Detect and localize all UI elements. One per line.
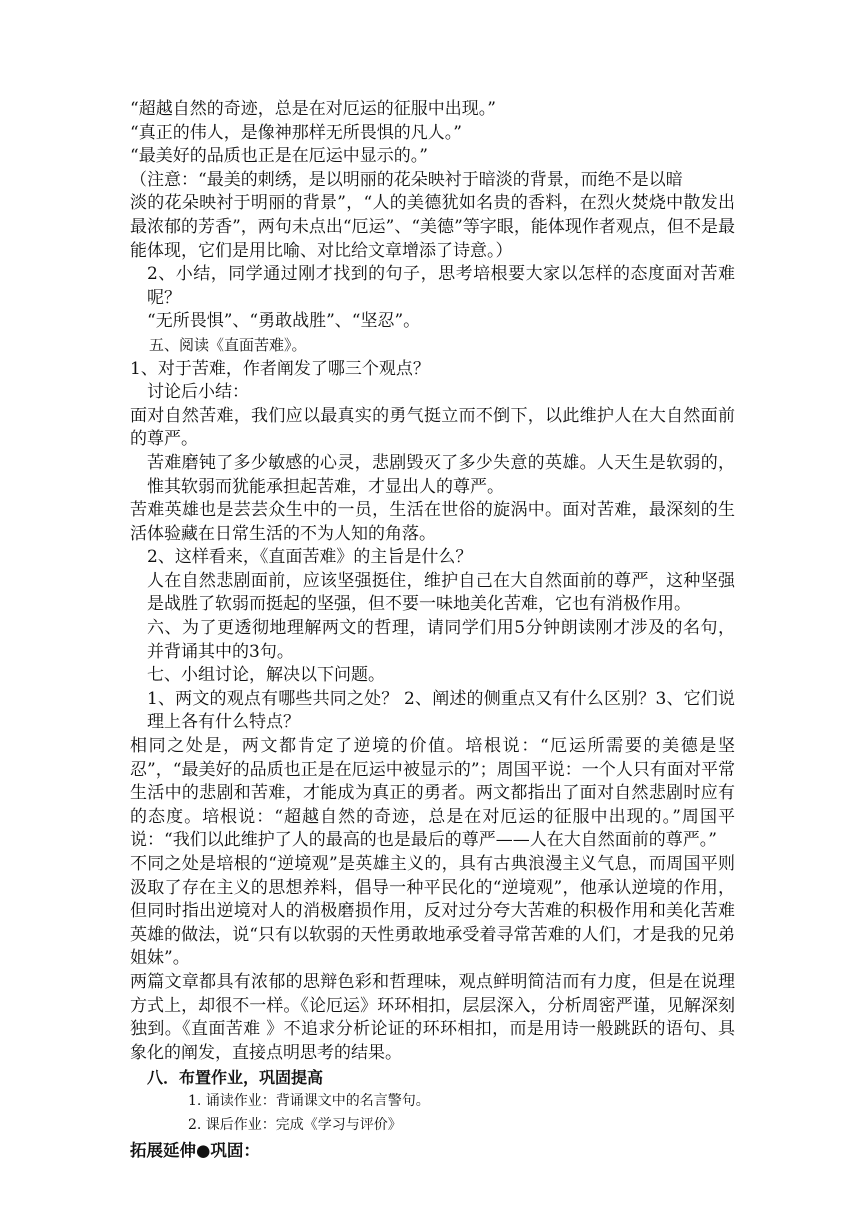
quote-line-1: “超越自然的奇迹，总是在对厄运的征服中出现。” <box>130 99 496 119</box>
section-five-heading: 五、阅读《直面苦难》。 <box>149 335 307 354</box>
note-line-start: （注意：“最美的刺绣，是以明丽的花朵映衬于暗淡的背景，而绝不是以暗 <box>130 169 683 190</box>
question-2: 2、这样看来，《直面苦难》的主旨是什么？ <box>147 547 473 568</box>
similarities-paragraph: 相同之处是，两文都肯定了逆境的价值。培根说：“厄运所需要的美德是坚忍”，“最美好的品质也正是在厄运中被显示的”；周国平说：一个人只有面对平常生活中的悲剧和苦难，才能成为真正的勇者。两文都指出了面对自然悲剧时应有的态度。培根说：“超越自然的奇迹，总是在对厄运的征服中出现的。”周国平说：“我们以此维护了人的最高的也是最后的尊严——人在大自然面前的尊严。” <box>130 736 735 851</box>
theme-answer: 人在自然悲剧面前，应该坚强挺住，维护自己在大自然面前的尊严，这种坚强是战胜了软弱而挺起的坚强，但不要一味地美化苦难，它也有消极作用。 <box>147 570 735 615</box>
extension-heading: 拓展延伸●巩固： <box>130 1141 260 1161</box>
homework-heading: 八．布置作业，巩固提高 <box>147 1068 324 1088</box>
homework-item-1: 1. 诵读作业：背诵课文中的名言警句。 <box>188 1092 430 1109</box>
differences-paragraph: 不同之处是培根的“逆境观”是英雄主义的，具有古典浪漫主义气息，而周国平则汲取了存在主义的思想养料，倡导一种平民化的“逆境观”，他承认逆境的作用，但同时指出逆境对人的消极磨损作用，反对过分夸大苦难的积极作用和美化苦难英雄的做法，说“只有以软弱的天性勇敢地承受着寻常苦难的人们，才是我的兄弟姐妹”。 <box>130 854 735 969</box>
viewpoint-1: 面对自然苦难，我们应以最真实的勇气挺立而不倒下，以此维护人在大自然面前的尊严。 <box>130 405 735 450</box>
quote-line-2: “真正的伟人，是像神那样无所畏惧的凡人。” <box>130 122 462 143</box>
section-seven-heading: 七、小组讨论，解决以下问题。 <box>147 665 385 686</box>
section-six: 六、为了更透彻地理解两文的哲理，请同学们用5分钟朗读刚才涉及的名句，并背诵其中的3句。 <box>147 618 735 662</box>
question-1: 1、对于苦难，作者阐发了哪三个观点？ <box>130 358 430 379</box>
style-paragraph: 两篇文章都具有浓郁的思辩色彩和哲理味，观点鲜明简洁而有力度，但是在说理方式上，却很不一样。《论厄运》环环相扣，层层深入，分析周密严谨，见解深刻独到。《直面苦难 》不追求分析论证的环环相扣，而是用诗一般跳跃的语句、具象化的阐发，直接点明思考的结果。 <box>130 971 735 1063</box>
viewpoint-3: 苦难英雄也是芸芸众生中的一员，生活在世俗的旋涡中。面对苦难，最深刻的生活体验藏在日常生活的不为人知的角落。 <box>130 500 735 544</box>
summary-question: 2、小结，同学通过刚才找到的句子，思考培根要大家以怎样的态度面对苦难呢？ <box>147 264 735 308</box>
homework-item-2: 2. 课后作业：完成《学习与评价》 <box>188 1116 402 1133</box>
note-paragraph: 淡的花朵映衬于明丽的背景”，“人的美德犹如名贵的香料，在烈火焚烧中散发出最浓郁的芳香”，两句未点出“厄运”、“美德”等字眼，能体现作者观点，但不是最能体现，它们是用比喻、对比给文章增添了诗意。） <box>130 193 735 261</box>
discussion-label: 讨论后小结： <box>147 382 249 403</box>
quote-line-3: “最美好的品质也正是在厄运中显示的。” <box>130 146 428 167</box>
discussion-questions: 1、两文的观点有哪些共同之处？ 2、阐述的侧重点又有什么区别？3、它们说理上各有什么特点？ <box>147 688 735 733</box>
document-body <box>130 98 735 1163</box>
summary-answer: “无所畏惧”、“勇敢战胜”、“坚忍”。 <box>147 311 421 332</box>
viewpoint-2: 苦难磨钝了多少敏感的心灵，悲剧毁灭了多少失意的英雄。人天生是软弱的，惟其软弱而犹能承担起苦难，才显出人的尊严。 <box>147 452 735 497</box>
